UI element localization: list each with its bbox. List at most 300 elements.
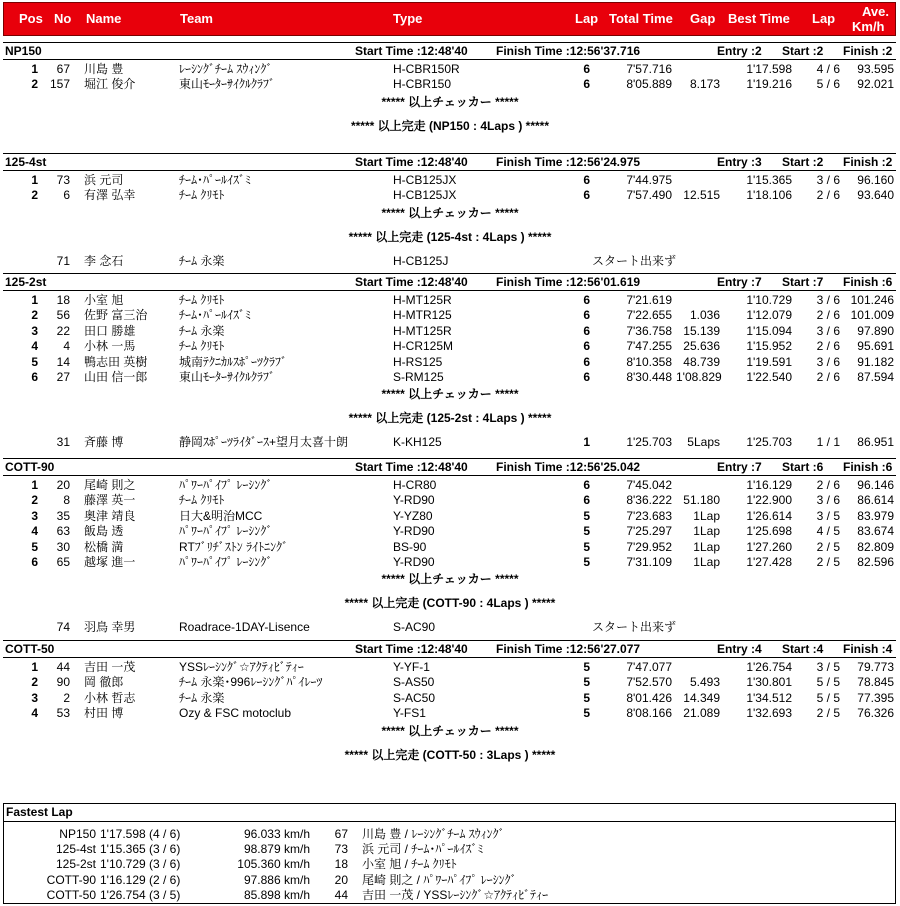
result-row [0,76,900,92]
complete-message: ***** 以上完走 (COTT-90 : 4Laps ) ***** [344,596,556,611]
result-row [0,338,900,354]
cell-gap: 1Lap [693,524,720,539]
cell-team: ﾁｰﾑ ｸﾘﾓﾄ [179,293,225,307]
cell-type: S-RM125 [393,370,444,384]
cell-no: 31 [56,435,70,450]
start-time: Start Time :12:48'40 [355,460,468,474]
cell-best: 1'26.754 [746,660,792,674]
cell-gap: 5.493 [689,675,720,690]
cell-no: 44 [56,660,70,674]
cell-no: 35 [56,508,70,523]
cell-type: H-CB125JX [393,188,457,203]
cell-best: 1'25.698 [746,524,792,539]
result-row [0,705,900,721]
cell-no: 8 [63,493,70,508]
start-time: Start Time :12:48'40 [355,275,468,289]
result-row [0,61,900,77]
fl-time: 1'26.754 (3 / 5) [100,887,181,902]
cell-bl: 2 / 6 [816,370,840,384]
cell-pos: 1 [31,293,38,307]
result-row [0,690,900,706]
cell-lap: 5 [583,524,590,539]
cell-ave: 95.691 [857,339,894,354]
result-row [0,477,900,493]
entry-count: Entry :7 [717,460,762,474]
cell-best: 1'17.598 [746,62,792,76]
cell-gap: 15.139 [683,323,720,338]
cell-pos: 2 [31,308,38,323]
cell-ave: 86.951 [857,435,894,450]
cell-total: スタート出来ず [592,253,677,268]
cell-name: 飯島 透 [84,524,124,539]
cell-team: YSSﾚｰｼﾝｸﾞ☆ｱｸﾃｨﾋﾞﾃｨｰ [179,660,304,674]
cell-type: H-RS125 [393,354,443,369]
fl-speed: 98.879 km/h [243,842,310,857]
cell-name: 小林 哲志 [84,690,136,705]
col-best: Best Time [728,11,790,26]
fl-time: 1'10.729 (3 / 6) [100,857,181,872]
cell-best: 1'16.129 [746,478,792,492]
result-row [0,554,900,570]
cell-bl: 3 / 6 [816,354,840,369]
finish-count: Finish :6 [843,460,893,474]
start-count: Start :6 [782,460,824,474]
cell-total: 1'25.703 [626,435,672,450]
cell-team: 東山ﾓｰﾀｰｻｲｸﾙｸﾗﾌﾞ [179,77,276,92]
cell-bl: 1 / 1 [816,435,840,450]
entry-count: Entry :4 [717,642,762,656]
cell-no: 53 [56,706,70,721]
cell-lap: 6 [583,339,590,354]
result-row [0,307,900,323]
cell-best: 1'25.703 [746,435,792,450]
cell-pos: 2 [31,493,38,508]
cell-no: 14 [56,354,70,369]
cell-lap: 6 [583,173,590,187]
finish-count: Finish :2 [843,44,893,58]
fastest-lap-row [0,856,900,872]
start-count: Start :2 [782,44,824,58]
cell-ave: 82.809 [857,539,894,554]
cell-team: ﾁｰﾑ 永楽･996ﾚｰｼﾝｸﾞﾊﾟｲﾚｰﾂ [179,675,323,690]
cell-best: 1'15.094 [746,323,792,338]
results-header [3,2,896,36]
non-finisher-row [0,434,900,450]
cell-bl: 2 / 6 [816,188,840,203]
cell-name: 藤澤 英一 [84,493,136,508]
cell-team: ﾁｰﾑ･ﾊﾟｰﾙｲｽﾞﾐ [179,173,252,187]
cell-best: 1'22.900 [746,493,792,508]
cell-pos: 3 [31,508,38,523]
cell-lap: 6 [583,308,590,323]
cell-pos: 5 [31,539,38,554]
cell-total: スタート出来ず [592,620,677,635]
cell-name: 堀江 俊介 [84,77,136,92]
cell-name: 川島 豊 [84,62,124,76]
cell-pos: 4 [31,339,38,354]
cell-pos: 1 [31,660,38,674]
cell-gap: 8.173 [689,77,720,92]
cell-pos: 2 [31,675,38,690]
class-name: COTT-90 [5,460,55,474]
cell-gap: 5Laps [687,435,720,450]
cell-total: 8'30.448 [626,370,672,384]
fastest-lap-row [0,841,900,857]
cell-total: 7'57.716 [626,62,672,76]
result-row [0,659,900,675]
cell-best: 1'27.428 [746,555,792,569]
cell-type: H-CR80 [393,478,437,492]
class-header [3,273,896,291]
fl-time: 1'15.365 (3 / 6) [100,842,181,857]
checker-message: ***** 以上チェッカー ***** [381,94,519,109]
fastest-lap-header [3,803,896,822]
cell-total: 7'31.109 [626,555,672,569]
cell-ave: 91.182 [857,354,894,369]
finish-time: Finish Time :12:56'25.042 [496,460,641,474]
cell-bl: 3 / 5 [816,660,840,674]
cell-type: H-CB125JX [393,173,457,187]
cell-lap: 6 [583,478,590,492]
cell-no: 73 [56,173,70,187]
result-row [0,508,900,524]
col-type: Type [393,11,423,26]
cell-gap: 48.739 [683,354,720,369]
class-name: NP150 [5,44,42,58]
class-header [3,42,896,60]
checker-message: ***** 以上チェッカー ***** [381,205,519,220]
cell-type: H-MT125R [393,293,452,307]
cell-lap: 5 [583,660,590,674]
fl-no: 20 [334,872,348,887]
cell-no: 65 [56,555,70,569]
cell-bl: 2 / 6 [816,478,840,492]
start-count: Start :4 [782,642,824,656]
col-pos: Pos [19,11,43,26]
result-row [0,539,900,555]
cell-bl: 4 / 5 [816,524,840,539]
fl-speed: 97.886 km/h [243,872,310,887]
cell-best: 1'32.693 [746,706,792,721]
cell-team: 東山ﾓｰﾀｰｻｲｸﾙｸﾗﾌﾞ [179,370,276,384]
cell-ave: 93.640 [857,188,894,203]
col-name: Name [86,11,122,26]
cell-gap: 1'08.829 [676,370,722,384]
cell-gap: 25.636 [683,339,720,354]
cell-ave: 92.021 [857,77,894,92]
cell-type: Y-YZ80 [393,508,433,523]
start-time: Start Time :12:48'40 [355,642,468,656]
cell-total: 7'57.490 [626,188,672,203]
finish-count: Finish :2 [843,155,893,169]
cell-no: 22 [56,323,70,338]
cell-name: 有澤 弘幸 [84,188,136,203]
finish-time: Finish Time :12:56'27.077 [496,642,641,656]
cell-name: 尾崎 則之 [84,478,136,492]
result-row [0,369,900,385]
cell-bl: 2 / 6 [816,308,840,323]
cell-pos: 6 [31,555,38,569]
cell-gap: 1Lap [693,508,720,523]
fl-rider: 浜 元司 / ﾁｰﾑ･ﾊﾟｰﾙｲｽﾞﾐ [362,842,484,857]
cell-total: 7'47.077 [626,660,672,674]
cell-lap: 6 [583,493,590,508]
cell-type: BS-90 [393,539,427,554]
result-row [0,492,900,508]
cell-team: ﾊﾟﾜｰﾊﾟｲﾌﾟ ﾚｰｼﾝｸﾞ [179,478,273,492]
cell-name: 佐野 富三治 [84,308,148,323]
cell-no: 90 [56,675,70,690]
fl-rider: 川島 豊 / ﾚｰｼﾝｸﾞﾁｰﾑ ｽｳｨﾝｸﾞ [362,827,505,841]
cell-no: 67 [56,62,70,76]
start-time: Start Time :12:48'40 [355,44,468,58]
cell-gap: 14.349 [683,690,720,705]
cell-bl: 2 / 5 [816,555,840,569]
result-row [0,292,900,308]
complete-message: ***** 以上完走 (125-2st : 4Laps ) ***** [348,411,552,426]
cell-best: 1'30.801 [746,675,792,690]
cell-team: ﾁｰﾑ ｸﾘﾓﾄ [179,188,225,203]
fl-no: 18 [334,857,348,872]
finish-count: Finish :4 [843,642,893,656]
cell-lap: 5 [583,706,590,721]
cell-best: 1'27.260 [746,539,792,554]
cell-type: S-AC90 [393,620,436,635]
cell-best: 1'15.952 [746,339,792,354]
cell-total: 8'05.889 [626,77,672,92]
fl-speed: 96.033 km/h [243,827,310,841]
finish-time: Finish Time :12:56'01.619 [496,275,641,289]
finish-time: Finish Time :12:56'24.975 [496,155,641,169]
cell-type: H-MTR125 [393,308,452,323]
cell-team: 日大&明治MCC [179,508,263,523]
result-row [0,187,900,203]
cell-bl: 3 / 6 [816,323,840,338]
cell-team: ﾚｰｼﾝｸﾞﾁｰﾑ ｽｳｨﾝｸﾞ [179,62,273,76]
cell-pos: 4 [31,524,38,539]
cell-total: 7'21.619 [626,293,672,307]
cell-no: 74 [56,620,70,635]
cell-bl: 2 / 5 [816,539,840,554]
cell-total: 8'10.358 [626,354,672,369]
fl-class: 125-4st [55,842,96,857]
checker-message: ***** 以上チェッカー ***** [381,387,519,402]
cell-no: 71 [56,253,70,268]
cell-bl: 3 / 6 [816,493,840,508]
complete-message: ***** 以上完走 (125-4st : 4Laps ) ***** [348,229,552,244]
cell-type: K-KH125 [393,435,442,450]
start-count: Start :2 [782,155,824,169]
cell-total: 7'45.042 [626,478,672,492]
start-count: Start :7 [782,275,824,289]
fl-rider: 小室 旭 / ﾁｰﾑ ｸﾘﾓﾄ [362,857,457,872]
cell-type: Y-FS1 [393,706,426,721]
cell-ave: 82.596 [857,555,894,569]
cell-bl: 5 / 6 [816,77,840,92]
class-name: COTT-50 [5,642,55,656]
cell-no: 157 [49,77,70,92]
result-row [0,354,900,370]
fl-time: 1'17.598 (4 / 6) [100,827,181,841]
cell-pos: 1 [31,173,38,187]
cell-ave: 79.773 [857,660,894,674]
cell-total: 7'29.952 [626,539,672,554]
cell-no: 27 [56,370,70,384]
fl-no: 67 [334,827,348,841]
cell-bl: 3 / 6 [816,293,840,307]
cell-lap: 6 [583,77,590,92]
fl-class: COTT-50 [46,887,96,902]
cell-bl: 2 / 5 [816,706,840,721]
fl-no: 73 [334,842,348,857]
cell-lap: 5 [583,539,590,554]
class-name: 125-4st [5,155,47,169]
cell-pos: 1 [31,478,38,492]
cell-team: ﾊﾟﾜｰﾊﾟｲﾌﾟ ﾚｰｼﾝｸﾞ [179,555,273,569]
col-gap: Gap [690,11,716,26]
class-name: 125-2st [5,275,47,289]
col-ave: Ave. [862,4,889,19]
cell-name: 奥津 靖良 [84,508,136,523]
cell-bl: 5 / 5 [816,690,840,705]
cell-type: Y-RD90 [393,524,435,539]
cell-gap: 21.089 [683,706,720,721]
cell-lap: 5 [583,555,590,569]
fastest-lap-row [0,872,900,888]
col-lap: Lap [575,11,599,26]
cell-no: 56 [56,308,70,323]
cell-pos: 3 [31,690,38,705]
complete-message: ***** 以上完走 (COTT-50 : 3Laps ) ***** [344,747,556,762]
col-total: Total Time [609,11,673,26]
cell-bl: 5 / 5 [816,675,840,690]
cell-ave: 83.674 [857,524,894,539]
cell-type: S-AC50 [393,690,436,705]
cell-no: 4 [63,339,70,354]
cell-ave: 87.594 [857,370,894,384]
col-no: No [54,11,72,26]
cell-team: ﾊﾟﾜｰﾊﾟｲﾌﾟ ﾚｰｼﾝｸﾞ [179,524,273,539]
cell-name: 岡 徹郎 [84,675,124,690]
cell-best: 1'34.512 [746,690,792,705]
cell-team: Ozy & FSC motoclub [179,706,292,721]
fastest-lap-row [0,887,900,903]
cell-no: 20 [56,478,70,492]
cell-lap: 6 [583,62,590,76]
fl-no: 44 [334,887,348,902]
cell-ave: 76.326 [857,706,894,721]
cell-best: 1'22.540 [746,370,792,384]
entry-count: Entry :3 [717,155,762,169]
class-header [3,640,896,658]
cell-team: ﾁｰﾑ 永楽 [179,690,225,705]
fl-time: 1'16.129 (2 / 6) [100,872,181,887]
cell-total: 7'23.683 [626,508,672,523]
cell-no: 2 [63,690,70,705]
cell-no: 30 [56,539,70,554]
cell-total: 7'44.975 [626,173,672,187]
cell-type: S-AS50 [393,675,435,690]
cell-type: H-CBR150 [393,77,452,92]
result-row [0,674,900,690]
cell-name: 李 念石 [84,253,124,268]
class-header [3,458,896,476]
cell-best: 1'26.614 [746,508,792,523]
col-ave-unit: Km/h [852,19,885,34]
cell-lap: 5 [583,690,590,705]
cell-gap: 1Lap [693,539,720,554]
col-best-lap: Lap [812,11,836,26]
fastest-lap-title: Fastest Lap [6,805,73,819]
cell-team: ﾁｰﾑ ｸﾘﾓﾄ [179,493,225,508]
non-finisher-row [0,253,900,269]
cell-total: 7'25.297 [626,524,672,539]
cell-name: 吉田 一茂 [84,660,136,674]
start-time: Start Time :12:48'40 [355,155,468,169]
cell-team: RTﾌﾞﾘﾁﾞｽﾄﾝ ﾗｲﾄﾆﾝｸﾞ [179,539,289,554]
entry-count: Entry :7 [717,275,762,289]
cell-team: ﾁｰﾑ･ﾊﾟｰﾙｲｽﾞﾐ [179,308,252,323]
cell-type: H-CBR150R [393,62,460,76]
cell-no: 6 [63,188,70,203]
fl-rider: 吉田 一茂 / YSSﾚｰｼﾝｸﾞ☆ｱｸﾃｨﾋﾞﾃｨｰ [362,887,549,902]
cell-best: 1'19.591 [746,354,792,369]
cell-pos: 4 [31,706,38,721]
cell-type: H-CR125M [393,339,454,354]
cell-team: ﾁｰﾑ 永楽 [179,323,225,338]
cell-bl: 4 / 6 [816,62,840,76]
cell-lap: 6 [583,293,590,307]
result-row [0,523,900,539]
cell-pos: 6 [31,370,38,384]
cell-name: 越塚 進一 [84,555,136,569]
complete-message: ***** 以上完走 (NP150 : 4Laps ) ***** [350,118,550,133]
fastest-lap-row [0,826,900,842]
checker-message: ***** 以上チェッカー ***** [381,723,519,738]
cell-ave: 93.595 [857,62,894,76]
cell-gap: 1.036 [689,308,720,323]
cell-gap: 1Lap [693,555,720,569]
cell-type: Y-RD90 [393,493,435,508]
cell-lap: 6 [583,323,590,338]
cell-name: 羽鳥 幸男 [84,620,136,635]
cell-type: Y-RD90 [393,555,435,569]
cell-lap: 6 [583,188,590,203]
cell-ave: 101.246 [850,293,894,307]
finish-count: Finish :6 [843,275,893,289]
fl-class: COTT-90 [46,872,96,887]
finish-time: Finish Time :12:56'37.716 [496,44,641,58]
cell-best: 1'15.365 [746,173,792,187]
cell-lap: 5 [583,675,590,690]
cell-name: 斉藤 博 [84,435,124,450]
cell-ave: 96.160 [857,173,894,187]
cell-gap: 51.180 [683,493,720,508]
cell-bl: 3 / 5 [816,508,840,523]
fl-speed: 85.898 km/h [243,887,310,902]
non-finisher-row [0,619,900,635]
cell-pos: 1 [31,62,38,76]
cell-name: 浜 元司 [84,173,124,187]
cell-lap: 6 [583,354,590,369]
col-team: Team [180,11,213,26]
fl-class: NP150 [59,827,96,841]
cell-best: 1'18.106 [746,188,792,203]
cell-pos: 2 [31,77,38,92]
class-header [3,153,896,171]
cell-team: ﾁｰﾑ ｸﾘﾓﾄ [179,339,225,354]
cell-best: 1'19.216 [746,77,792,92]
